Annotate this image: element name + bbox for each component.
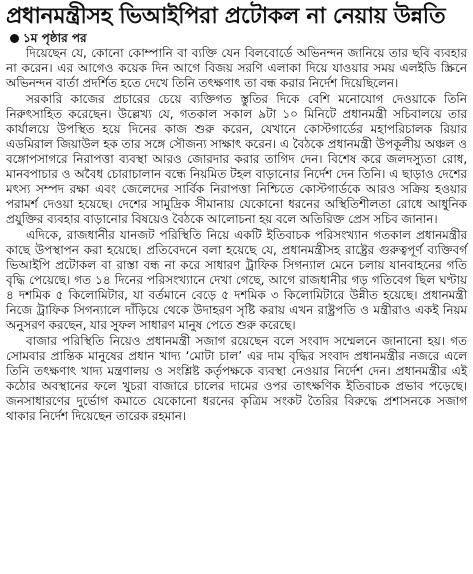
article-body <box>0 46 473 424</box>
paragraph-4: বাজার পরিস্থিতি নিয়েও প্রধানমন্ত্রী সজাগ রয়েছেন বলে সংবাদ সম্মেলনে জানানো হয়। গত সোমবার প্রান্তিক মানুষের প্রধান খাদ্য ‘মোটা চাল’ এর দাম বৃদ্ধির সংবাদ প্রধানমন্ত্রীর নজরে এলে তিনি তৎক্ষণাৎ খাদ্য মন্ত্রণালয় ও সংশ্লিষ্ট কর্তৃপক্ষকে ব্যবস্থা নেওয়ার নির্দেশ দেন। প্রধানমন্ত্রীর এই কঠোর অবস্থানের ফলে খুচরা বাজারে চালের দামের ওপর তাৎক্ষণিক ইতিবাচক প্রভাব পড়েছে। জনসাধারণের দুর্ভোগ কমাতে যেকোনো ধরনের কৃত্রিম সংকট তৈরির বিরুদ্ধে প্রশাসনকে সজাগ থাকার নির্দেশ দিয়েছেন তারেক রহমান। <box>6 334 467 423</box>
paragraph-3: এদিকে, রাজধানীর যানজট পরিস্থিতি নিয়ে একটি ইতিবাচক পরিসংখ্যান গতকাল প্রধানমন্ত্রীর কাছে উপস্থাপন করা হয়েছে। প্রতিবেদনে বলা হয়েছে যে, প্রধানমন্ত্রীসহ রাষ্ট্রের গুরুত্বপূর্ণ ব্যক্তিবর্গ ভিআইপি প্রটোকল বা রাস্তা বন্ধ না করে সাধারণ ট্রাফিক সিগন্যাল মেনে চলায় যানবাহনের গতি বৃদ্ধি পেয়েছে। গত ১৪ দিনের পরিসংখ্যানে দেখা গেছে, আগে রাজধানীর গড় গতিবেগ ছিল ঘণ্টায় ৪ দশমিক ৫ কিলোমিটার, যা বর্তমানে বেড়ে ৫ দশমিক ৩ কিলোমিটারে উন্নীত হয়েছে। প্রধানমন্ত্রী নিজে ট্রাফিক সিগন্যালে দাঁড়িয়ে থেকে উদাহরণ সৃষ্টি করায় এখন রাষ্ট্রপতি ও মন্ত্রীরাও একই নিয়ম অনুসরণ করছেন, যার সুফল সাধারণ মানুষ পেতে শুরু করেছে। <box>6 228 467 332</box>
continued-from-line <box>0 30 473 46</box>
continued-from-label: ১ম পৃষ্ঠার পর <box>23 31 87 45</box>
paragraph-2: সরকারি কাজের প্রচারের চেয়ে ব্যক্তিগত স্তুতির দিকে বেশি মনোযোগ দেওয়াকে তিনি নিরুৎসাহিত করেছেন। উল্লেখ্য যে, গতকাল সকাল ৯টা ১০ মিনিটে প্রধানমন্ত্রী সচিবালয়ে তার কার্যালয়ে উপস্থিত হয়ে দিনের কাজ শুরু করেন, যেখানে কোস্টগার্ডের মহাপরিচালক রিয়ার এডমিরাল জিয়াউল হক তার সঙ্গে সৌজন্য সাক্ষাৎ করেন। এ বৈঠকে প্রধানমন্ত্রী উপকূলীয় অঞ্চল ও বঙ্গোপসাগরে নিরাপত্তা ব্যবস্থা আরও জোরদার করার তাগিদ দেন। বিশেষ করে জলদস্যুতা রোধ, মানবপাচার ও অবৈধ চোরাচালান বন্ধে নিয়মিত টহল বাড়ানোর নির্দেশ দেন তিনি। এ ছাড়াও দেশের মৎস্য সম্পদ রক্ষা এবং জেলেদের সার্বিক নিরাপত্তা নিশ্চিতে কোস্টগার্ডকে আরও সক্রিয় হওয়ার পরামর্শ দেওয়া হয়েছে। দেশের সামুদ্রিক সীমানায় যেকোনো ধরনের অস্থিতিশীলতা রোধে আধুনিক প্রযুক্তির ব্যবহার বাড়ানোর বিষয়েও বৈঠকে আলোচনা হয় বলে অতিরিক্ত প্রেস সচিব জানান। <box>6 92 467 226</box>
bullet-dot-icon <box>10 34 19 43</box>
paragraph-1: দিয়েছেন যে, কোনো কোম্পানি বা ব্যক্তি যেন বিলবোর্ডে অভিনন্দন জানিয়ে তার ছবি ব্যবহার না করেন। এর আগেও কয়েক দিন আগে বিজয় সরণি এলাকা দিয়ে যাওয়ার সময় এলইডি স্ক্রিনে অভিনন্দন বার্তা প্রদর্শিত হতে দেখে তিনি তৎক্ষণাৎ তা বন্ধ করার নির্দেশ দিয়েছিলেন। <box>6 46 467 90</box>
article-headline: প্রধানমন্ত্রীসহ ভিআইপিরা প্রটোকল না নেয়ায় উন্নতি <box>6 4 446 29</box>
